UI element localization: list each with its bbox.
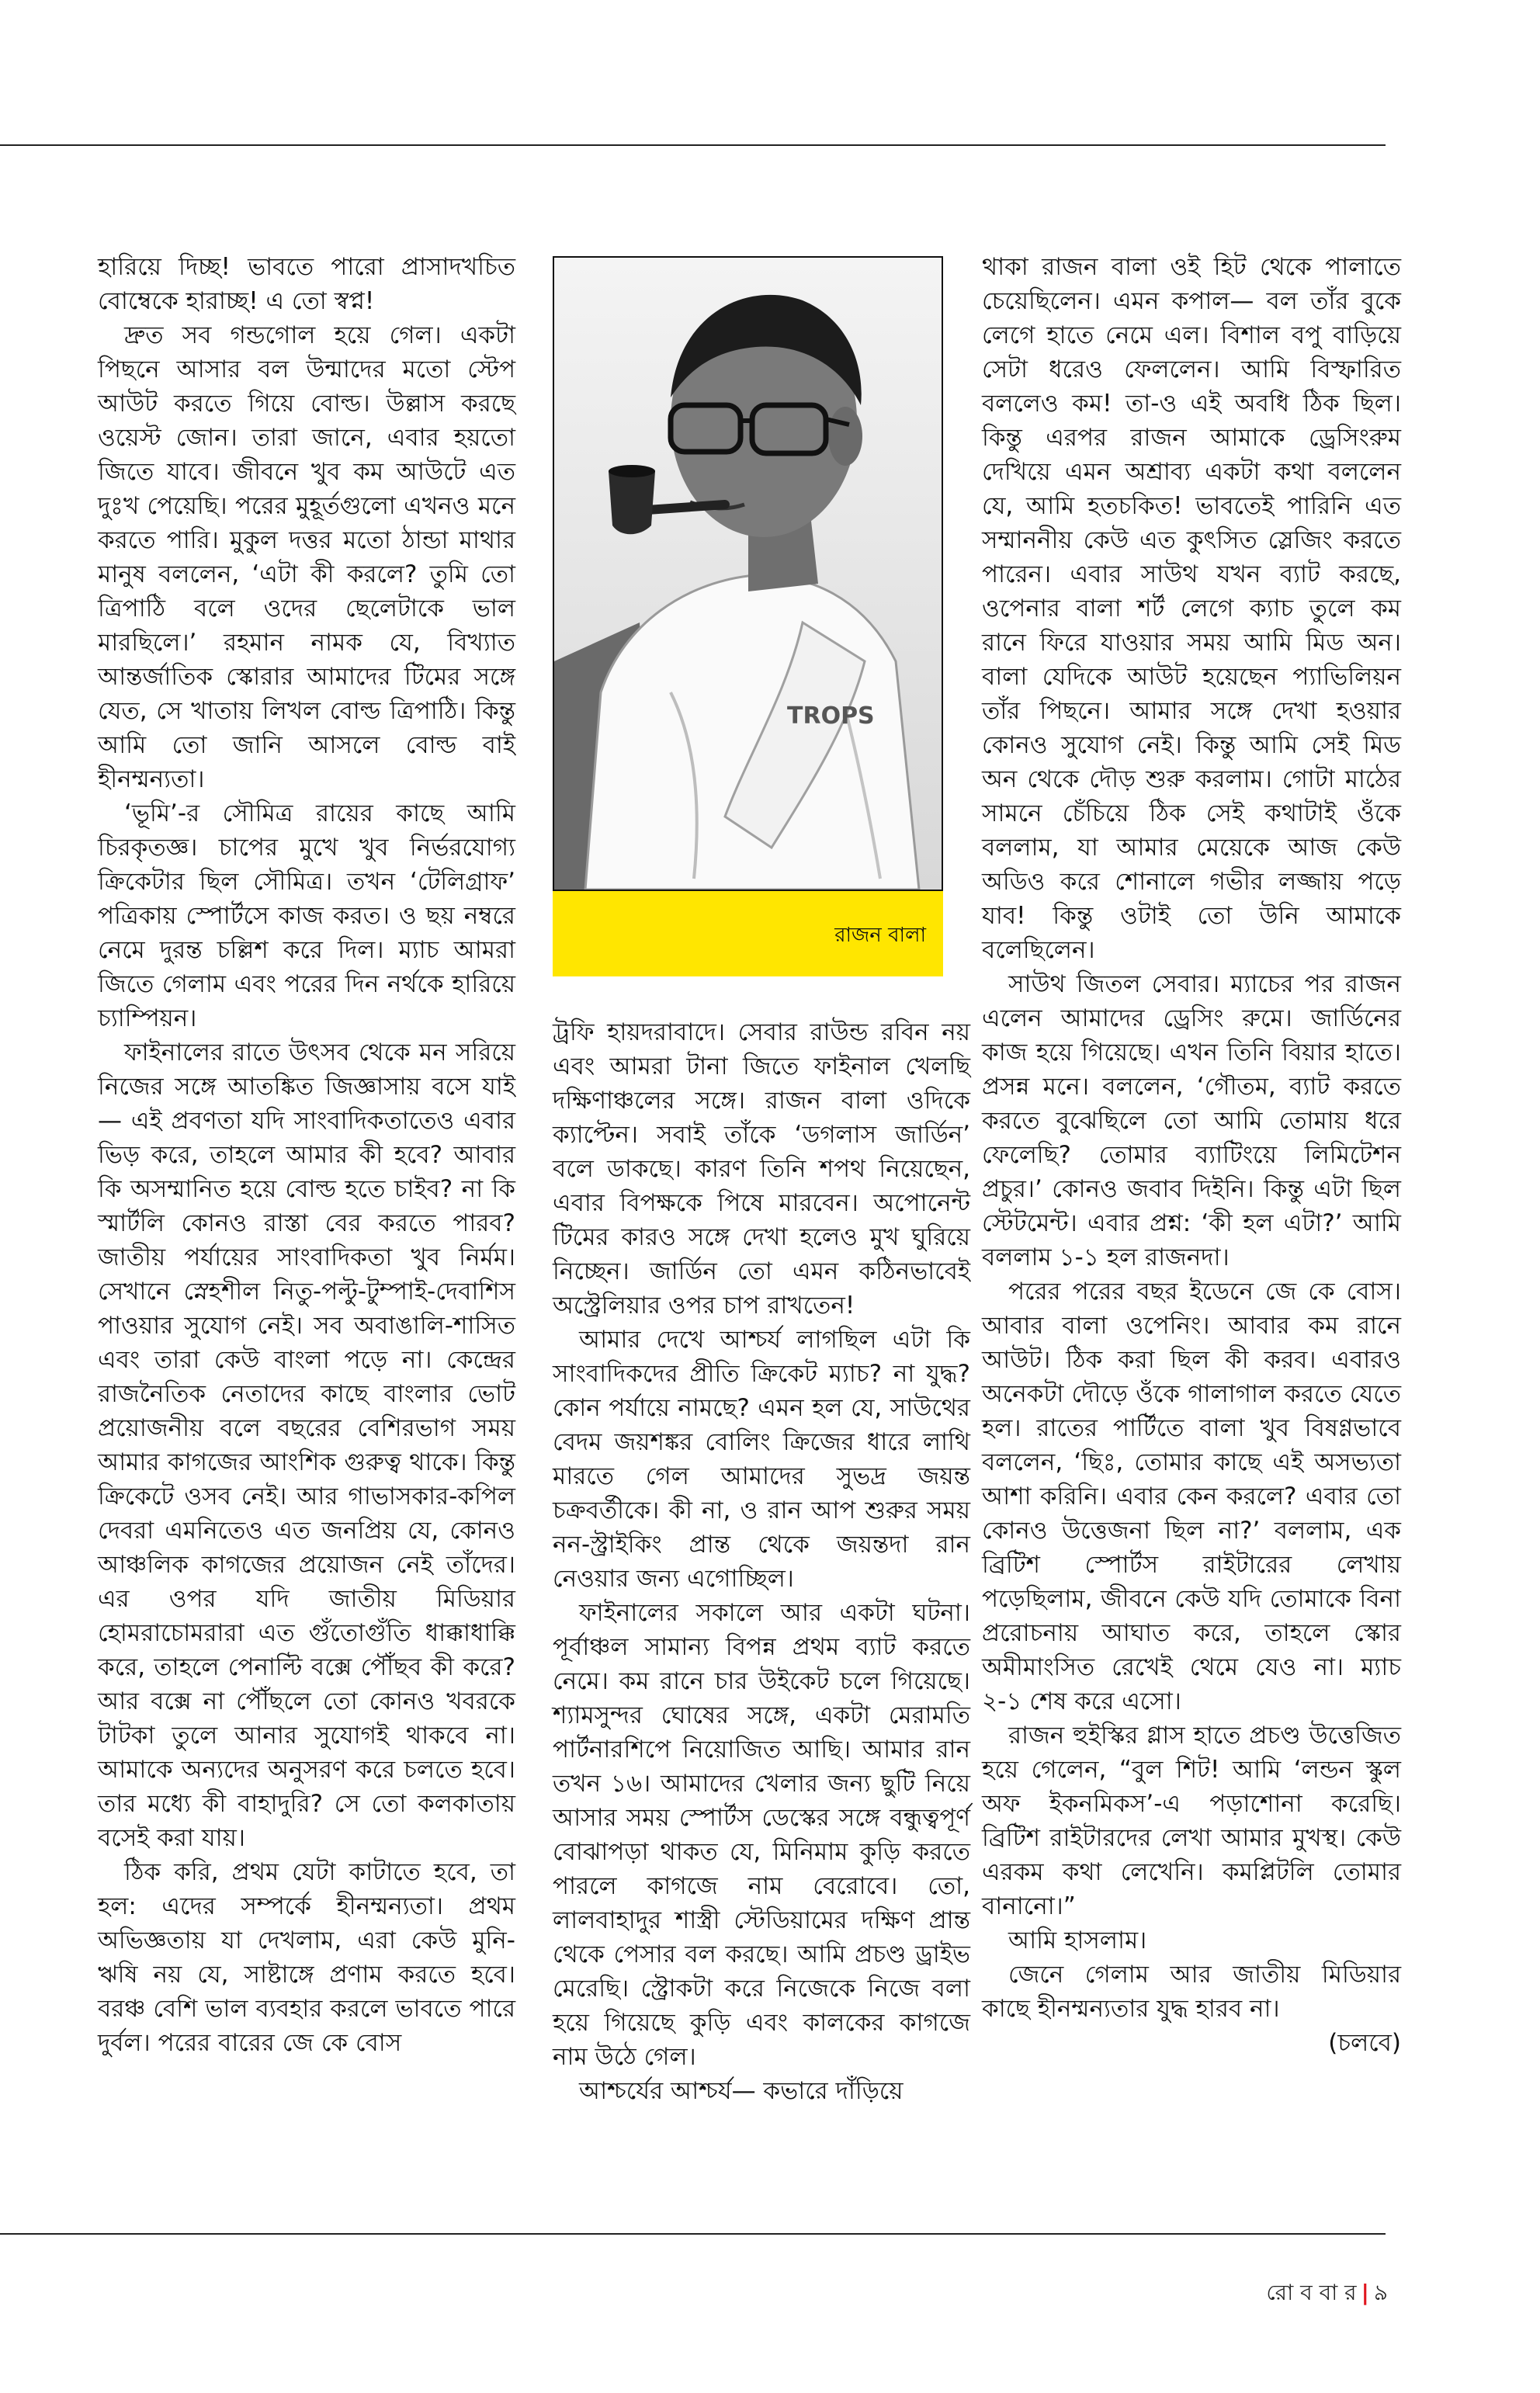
magazine-name: রো ব বা র bbox=[1266, 2280, 1357, 2305]
shirt-logo-text: TROPS bbox=[787, 702, 875, 730]
paragraph: রাজন হুইস্কির গ্লাস হাতে প্রচণ্ড উত্তেজিত হয়ে গেলেন, “বুল শিট! আমি ‘লন্ডন স্কুল অফ ইকনমিকস’-এ পড়াশোনা করেছি। ব্রিটিশ রাইটারদের লেখা আমার মুখস্থ। কেউ এরকম কথা লেখেনি। কমপ্লিটলি তোমার বানানো।” bbox=[982, 1722, 1401, 1920]
article-column-2 bbox=[553, 1015, 970, 2108]
paragraph: ফাইনালের সকালে আর একটা ঘটনা। পূর্বাঞ্চল সামান্য বিপন্ন প্রথম ব্যাট করতে নেমে। কম রানে চার উইকেট চলে গিয়েছে। শ্যামসুন্দর ঘোষের সঙ্গে, একটা মেরামতি পার্টনারশিপে নিয়োজিত আছি। আমার রান তখন ১৬। আমাদের খেলার জন্য ছুটি নিয়ে আসার সময় স্পোর্টস ডেস্কের সঙ্গে বন্ধুত্বপূর্ণ বোঝাপড়া থাকত যে, মিনিমাম কুড়ি করতে পারলে কাগজে নাম বেরোবে। তো, লালবাহাদুর শাস্ত্রী স্টেডিয়ামের দক্ষিণ প্রান্ত থেকে পেসার বল করছে। আমি প্রচণ্ড ড্রাইভ মেরেছি। স্ট্রোকটা করে নিজেকে নিজে বলা হয়ে গিয়েছে কুড়ি এবং কালকের কাগজে নাম উঠে গেল। bbox=[553, 1599, 970, 2071]
portrait-photo bbox=[553, 256, 943, 891]
photo-caption: রাজন বালা bbox=[834, 924, 926, 947]
paragraph: আমি হাসলাম। bbox=[1008, 1927, 1147, 1954]
paragraph: হারিয়ে দিচ্ছ! ভাবতে পারো প্রাসাদখচিত বোম্বেকে হারাচ্ছ! এ তো স্বপ্ন! bbox=[98, 253, 515, 315]
page-footer bbox=[1266, 2276, 1388, 2312]
paragraph: ‘ভূমি’-র সৌমিত্র রায়ের কাছে আমি চিরকৃতজ্ঞ। চাপের মুখে খুব নির্ভরযোগ্য ক্রিকেটার ছিল সৌমিত্র। তখন ‘টেলিগ্রাফ’ পত্রিকায় স্পোর্টসে কাজ করত। ও ছয় নম্বরে নেমে দুরন্ত চল্লিশ করে দিল। ম্যাচ আমরা জিতে গেলাম এবং পরের দিন নর্থকে হারিয়ে চ্যাম্পিয়ন। bbox=[98, 799, 515, 1032]
paragraph: থাকা রাজন বালা ওই হিট থেকে পালাতে চেয়েছিলেন। এমন কপাল— বল তাঁর বুকে লেগে হাতে নেমে এল। বিশাল বপু বাড়িয়ে সেটা ধরেও ফেললেন। আমি বিস্ফারিত বললেও কম! তা-ও এই অবধি ঠিক ছিল। কিন্তু এরপর রাজন আমাকে ড্রেসিংরুম দেখিয়ে এমন অশ্রাব্য একটা কথা বললেন যে, আমি হতচকিত! ভাবতেই পারিনি এত সম্মাননীয় কেউ এত কুৎসিত স্লেজিং করতে পারেন। এবার সাউথ যখন ব্যাট করছে, ওপেনার বালা শর্ট লেগে ক্যাচ তুলে কম রানে ফিরে যাওয়ার সময় আমি মিড অন। বালা যেদিকে আউট হয়েছেন প্যাভিলিয়ন তাঁর পিছনে। আমার সঙ্গে দেখা হওয়ার কোনও সুযোগ নেই। কিন্তু আমি সেই মিড অন থেকে দৌড় শুরু করলাম। গোটা মাঠের সামনে চেঁচিয়ে ঠিক সেই কথাটাই ওঁকে বললাম, যা আমার মেয়েকে আজ কেউ অডিও করে শোনালে গভীর লজ্জায় পড়ে যাব! কিন্তু ওটাই তো উনি আমাকে বলেছিলেন। bbox=[982, 253, 1401, 964]
paragraph: ফাইনালের রাতে উৎসব থেকে মন সরিয়ে নিজের সঙ্গে আতঙ্কিত জিজ্ঞাসায় বসে যাই— এই প্রবণতা যদি সাংবাদিকতাতেও এবার ভিড় করে, তাহলে আমার কী হবে? আবার কি অসম্মানিত হয়ে বোল্ড হতে চাইব? না কি স্মার্টলি কোনও রাস্তা বের করতে পারব? জাতীয় পর্যায়ের সাংবাদিকতা খুব নির্মম। সেখানে স্নেহশীল নিতু-পল্টু-টুম্পাই-দেবাশিস পাওয়ার সুযোগ নেই। সব অবাঙালি-শাসিত এবং তারা কেউ বাংলা পড়ে না। কেন্দ্রের রাজনৈতিক নেতাদের কাছে বাংলার ভোট প্রয়োজনীয় বলে বছরের বেশিরভাগ সময় আমার কাগজের আংশিক গুরুত্ব থাকে। কিন্তু ক্রিকেটে ওসব নেই। আর গাভাসকার-কপিল দেবরা এমনিতেও এত জনপ্রিয় যে, কোনও আঞ্চলিক কাগজের প্রয়োজন নেই তাঁদের। এর ওপর যদি জাতীয় মিডিয়ার হোমরাচোমরারা এত গুঁতোগুঁতি ধাক্কাধাক্কি করে, তাহলে পেনাল্টি বক্সে পৌঁছব কী করে? আর বক্সে না পৌঁছলে তো কোনও খবরকে টাটকা তুলে আনার সুযোগই থাকবে না। আমাকে অন্যদের অনুসরণ করে চলতে হবে। তার মধ্যে কী বাহাদুরি? সে তো কলকাতায় বসেই করা যায়। bbox=[98, 1039, 515, 1852]
paragraph: সাউথ জিতল সেবার। ম্যাচের পর রাজন এলেন আমাদের ড্রেসিং রুমে। জার্ডিনের কাজ হয়ে গিয়েছে। এখন তিনি বিয়ার হাতে। প্রসন্ন মনে। বললেন, ‘গৌতম, ব্যাট করতে করতে বুঝেছিলে তো আমি তোমায় ধরে ফেলেছি? তোমার ব্যাটিংয়ে লিমিটেশন প্রচুর।’ কোনও জবাব দিইনি। কিন্তু এটা ছিল স্টেটমেন্ট। এবার প্রশ্ন: ‘কী হল এটা?’ আমি বললাম ১-১ হল রাজনদা। bbox=[982, 970, 1401, 1271]
paragraph: পরের পরের বছর ইডেনে জে কে বোস। আবার বালা ওপেনিং। আবার কম রানে আউট। ঠিক করা ছিল কী করব। এবারও অনেকটা দৌড়ে ওঁকে গালাগাল করতে যেতে হল। রাতের পার্টিতে বালা খুব বিষণ্ণভাবে বললেন, ‘ছিঃ, তোমার কাছে এই অসভ্যতা আশা করিনি। এবার কেন করলে? এবার তো কোনও উত্তেজনা ছিল না?’ বললাম, এক ব্রিটিশ স্পোর্টস রাইটারের লেখায় পড়েছিলাম, জীবনে কেউ যদি তোমাকে বিনা প্ররোচনায় আঘাত করে, তাহলে স্কোর অমীমাংসিত রেখেই থেমে যেও না। ম্যাচ ২-১ শেষ করে এসো। bbox=[982, 1278, 1401, 1715]
portrait-illustration bbox=[554, 258, 942, 890]
paragraph: ট্রফি হায়দরাবাদে। সেবার রাউন্ড রবিন নয় এবং আমরা টানা জিতে ফাইনাল খেলছি দক্ষিণাঞ্চলের সঙ্গে। রাজন বালা ওদিকে ক্যাপ্টেন। সবাই তাঁকে ‘ডগলাস জার্ডিন’ বলে ডাকছে। কারণ তিনি শপথ নিয়েছেন, এবার বিপক্ষকে পিষে মারবেন। অপোনেন্ট টিমের কারও সঙ্গে দেখা হলেও মুখ ঘুরিয়ে নিচ্ছেন। জার্ডিন তো এমন কঠিনভাবেই অস্ট্রেলিয়ার ওপর চাপ রাখতেন! bbox=[553, 1018, 970, 1320]
article-column-1 bbox=[98, 250, 515, 2060]
article-column-3 bbox=[982, 250, 1401, 2060]
paragraph: আমার দেখে আশ্চর্য লাগছিল এটা কি সাংবাদিকদের প্রীতি ক্রিকেট ম্যাচ? না যুদ্ধ? কোন পর্যায়ে নামছে? এমন হল যে, সাউথের বেদম জয়শঙ্কর বোলিং ক্রিজের ধারে লাথি মারতে গেল আমাদের সুভদ্র জয়ন্ত চক্রবর্তীকে। কী না, ও রান আপ শুরুর সময় নন-স্ট্রাইকিং প্রান্ত থেকে জয়ন্তদা রান নেওয়ার জন্য এগোচ্ছিল। bbox=[553, 1326, 970, 1593]
to-be-continued-note: (চলবে) bbox=[1328, 2029, 1401, 2057]
paragraph: দ্রুত সব গন্ডগোল হয়ে গেল। একটা পিছনে আসার বল উন্মাদের মতো স্টেপ আউট করতে গিয়ে বোল্ড। উল্লাস করছে ওয়েস্ট জোন। তারা জানে, এবার হয়তো জিতে যাবে। জীবনে খুব কম আউটে এত দুঃখ পেয়েছি। পরের মুহূর্তগুলো এখনও মনে করতে পারি। মুকুল দত্তর মতো ঠান্ডা মাথার মানুষ বললেন, ‘এটা কী করলে? তুমি তো ত্রিপাঠি বলে ওদের ছেলেটাকে ভাল মারছিলে।’ রহমান নামক যে, বিখ্যাত আন্তর্জাতিক স্কোরার আমাদের টিমের সঙ্গে যেত, সে খাতায় লিখল বোল্ড ত্রিপাঠি। কিন্তু আমি তো জানি আসলে বোল্ড বাই হীনম্মন্যতা। bbox=[98, 321, 515, 793]
paragraph: জেনে গেলাম আর জাতীয় মিডিয়ার কাছে হীনম্মন্যতার যুদ্ধ হারব না। bbox=[982, 1961, 1401, 2023]
paragraph: ঠিক করি, প্রথম যেটা কাটাতে হবে, তা হল: এদের সম্পর্কে হীনম্মন্যতা। প্রথম অভিজ্ঞতায় যা দেখলাম, এরা কেউ মুনি-ঋষি নয় যে, সাষ্টাঙ্গে প্রণাম করতে হবে। বরঞ্চ বেশি ভাল ব্যবহার করলে ভাবতে পারে দুর্বল। পরের বারের জে কে বোস bbox=[98, 1858, 515, 2057]
paragraph: আশ্চর্যের আশ্চর্য— কভারে দাঁড়িয়ে bbox=[579, 2077, 904, 2105]
bottom-rule bbox=[0, 2233, 1386, 2235]
top-rule bbox=[0, 144, 1386, 146]
page-number: ৯ bbox=[1373, 2280, 1388, 2305]
footer-separator: | bbox=[1361, 2280, 1369, 2305]
photo-caption-box bbox=[553, 891, 943, 976]
